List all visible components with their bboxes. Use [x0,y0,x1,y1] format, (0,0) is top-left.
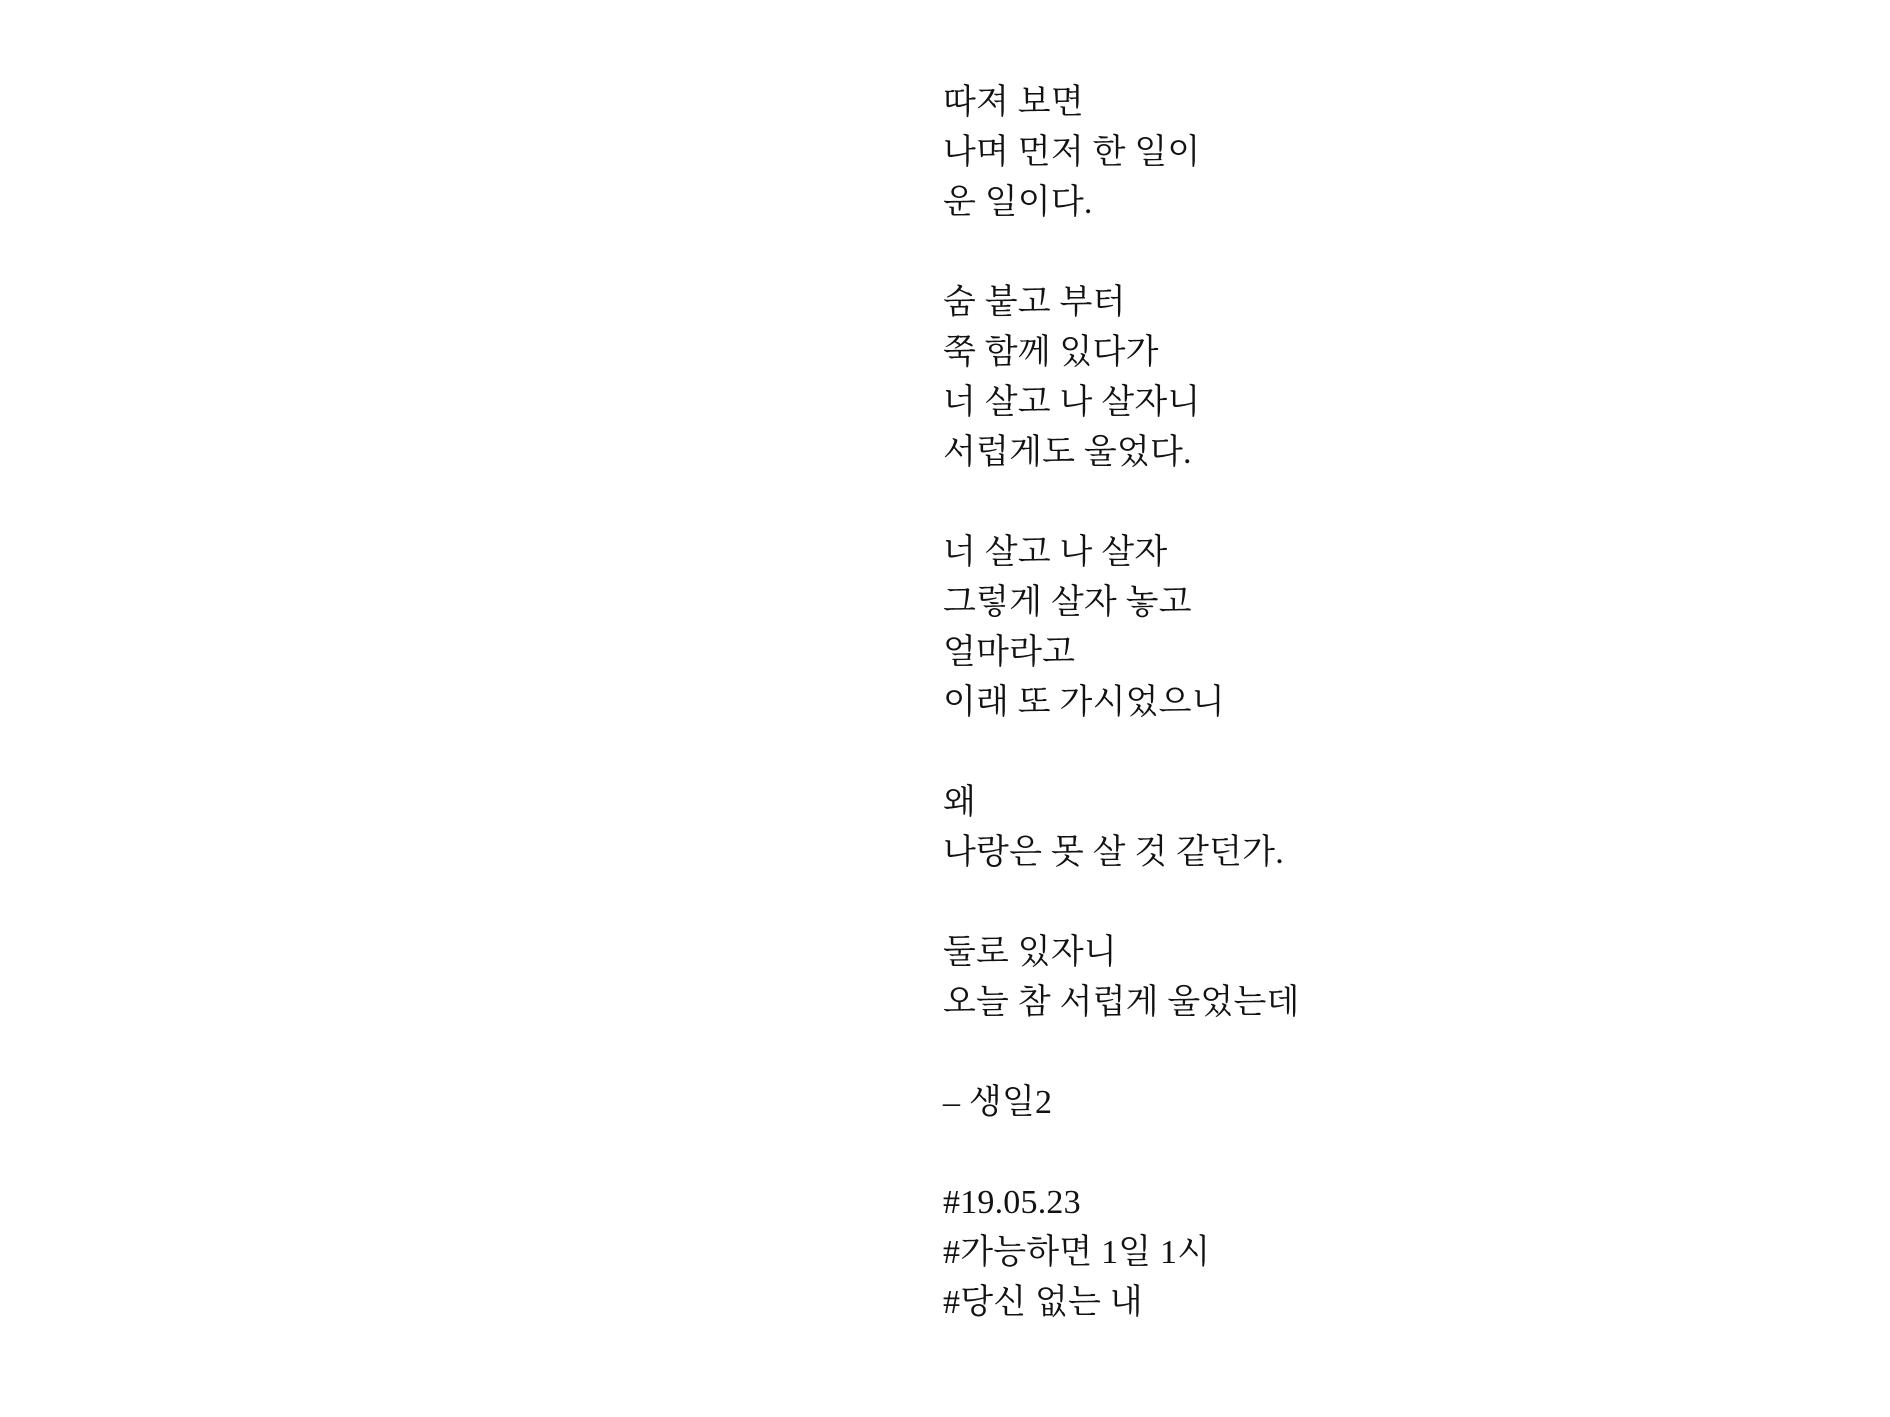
poem-line: 그렇게 살자 놓고 [943,584,1192,621]
poem-line: 둘로 있자니 [943,934,1117,971]
poem-line: 나며 먼저 한 일이 [943,134,1201,171]
poem-stanza-1 [943,78,1300,228]
hashtag-block [943,1178,1300,1328]
poem-line: 서럽게도 울었다. [943,434,1192,471]
poem-stanza-3 [943,528,1300,728]
poem-line: 나랑은 못 살 것 같던가. [943,834,1284,871]
poem-stanza-2 [943,278,1300,478]
hashtag-line: #19.05.23 [943,1184,1081,1221]
poem-stanza-5 [943,928,1300,1028]
poem-line: 숨 붙고 부터 [943,284,1126,321]
poem-line: 왜 [943,784,977,821]
poem-line: 너 살고 나 살자니 [943,384,1201,421]
poem-line: 오늘 참 서럽게 울었는데 [943,984,1300,1021]
poem-attribution: – 생일2 [943,1084,1053,1121]
poem-line: 운 일이다. [943,184,1093,221]
hashtag-line: #가능하면 1일 1시 [943,1234,1211,1271]
hashtag-line: #당신 없는 내 [943,1284,1143,1321]
poem-line: 쭉 함께 있다가 [943,334,1159,371]
poem-line: 얼마라고 [943,634,1076,671]
poem-text [943,78,1300,1328]
poem-line: 너 살고 나 살자 [943,534,1168,571]
poem-stanza-4 [943,778,1300,878]
poem-line: 이래 또 가시었으니 [943,684,1225,721]
poem-line: 따져 보면 [943,84,1084,121]
